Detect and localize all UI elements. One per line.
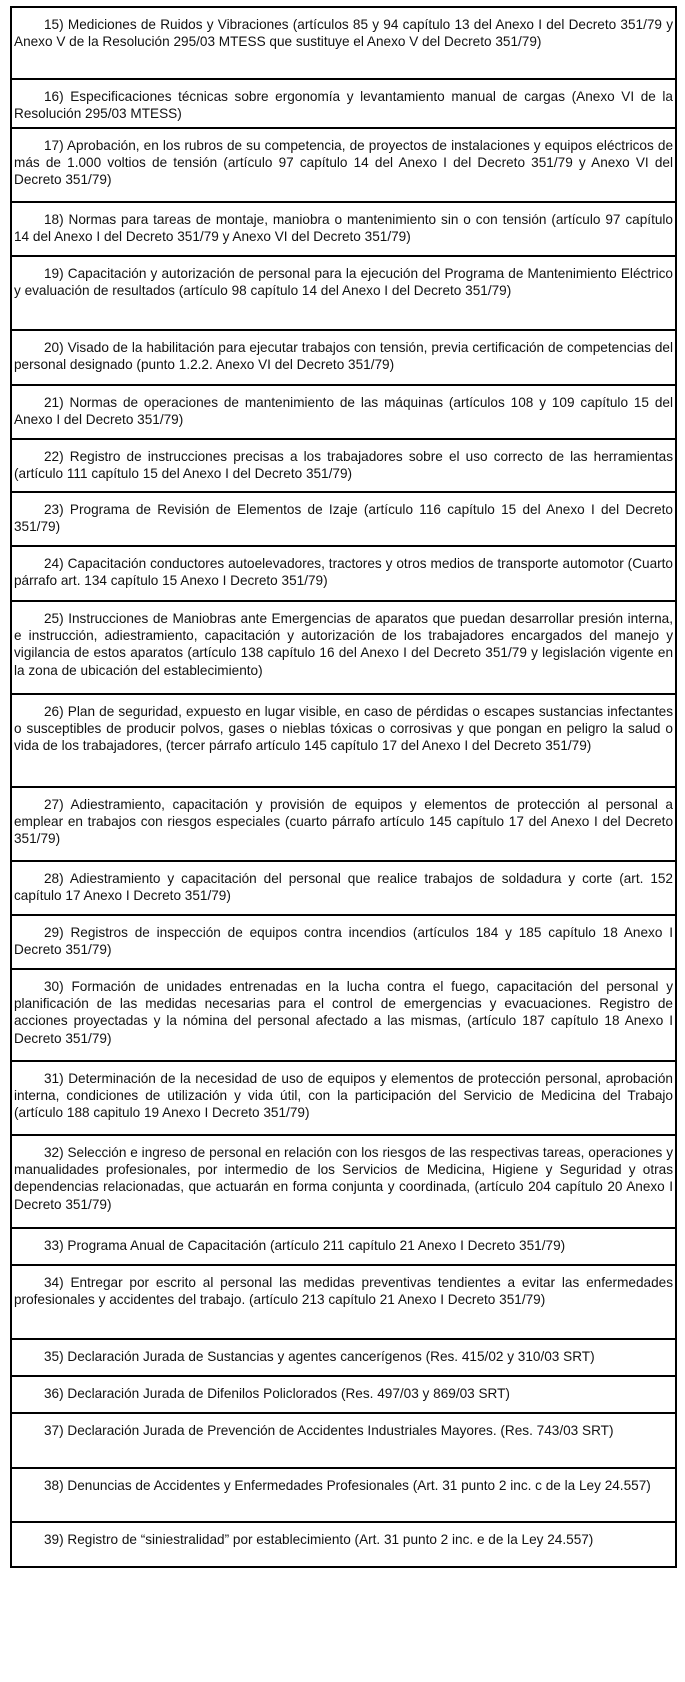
table-row: 33) Programa Anual de Capacitación (artículo 211 capítulo 21 Anexo I Decreto 351/79) xyxy=(12,1227,675,1264)
table-row: 18) Normas para tareas de montaje, maniobra o mantenimiento sin o con tensión (artículo 97 capítulo 14 del Anexo I del Decreto 351/79 y Anexo VI del Decreto 351/79) xyxy=(12,201,675,255)
table-row: 17) Aprobación, en los rubros de su competencia, de proyectos de instalaciones y equipos eléctricos de más de 1.000 voltios de tensión (artículo 97 capítulo 14 del Anexo I del Decreto 351/79 y Anexo VI del Decreto 351/79) xyxy=(12,127,675,201)
table-row: 22) Registro de instrucciones precisas a los trabajadores sobre el uso correcto de las herramientas (artículo 111 capítulo 15 del Anexo I del Decreto 351/79) xyxy=(12,438,675,491)
table-row: 19) Capacitación y autorización de personal para la ejecución del Programa de Mantenimiento Eléctrico y evaluación de resultados (artículo 98 capítulo 14 del Anexo I del Decreto 351/79) xyxy=(12,255,675,329)
table-row: 31) Determinación de la necesidad de uso de equipos y elementos de protección personal, aprobación interna, condiciones de utilización y vida útil, con la participación del Servicio de Medicina del Trabajo (artículo 188 capitulo 19 Anexo I Decreto 351/79) xyxy=(12,1060,675,1134)
table-row: 38) Denuncias de Accidentes y Enfermedades Profesionales (Art. 31 punto 2 inc. c de la Ley 24.557) xyxy=(12,1467,675,1521)
table-row: 28) Adiestramiento y capacitación del personal que realice trabajos de soldadura y corte (art. 152 capítulo 17 Anexo I Decreto 351/79) xyxy=(12,860,675,914)
table-row: 15) Mediciones de Ruidos y Vibraciones (artículos 85 y 94 capítulo 13 del Anexo I del Decreto 351/79 y Anexo V de la Resolución 295/03 MTESS que sustituye el Anexo V del Decreto 351/79) xyxy=(14,17,673,50)
table-row: 26) Plan de seguridad, expuesto en lugar visible, en caso de pérdidas o escapes sustancias infectantes o susceptibles de producir polvos, gases o nieblas tóxicas o corrosivas y que pongan en peligro la salud o vida de los trabajadores, (tercer párrafo artículo 145 capítulo 17 del Anexo I del Decreto 351/79) xyxy=(12,693,675,786)
table-row: 29) Registros de inspección de equipos contra incendios (artículos 184 y 185 capítulo 18 Anexo I Decreto 351/79) xyxy=(12,914,675,968)
table-row: 39) Registro de “siniestralidad” por establecimiento (Art. 31 punto 2 inc. e de la Ley 24.557) xyxy=(12,1521,675,1566)
table-row: 30) Formación de unidades entrenadas en la lucha contra el fuego, capacitación del personal y planificación de las medidas necesarias para el control de emergencias y evacuaciones. Registro de acciones proyectadas y la nómina del personal afectado a las mismas, (artículo 187 capítulo 18 Anexo I Decreto 351/79) xyxy=(12,968,675,1060)
table-row: 35) Declaración Jurada de Sustancias y agentes cancerígenos (Res. 415/02 y 310/03 SRT) xyxy=(12,1338,675,1375)
requirements-table xyxy=(10,6,677,1568)
table-row: 36) Declaración Jurada de Difenilos Policlorados (Res. 497/03 y 869/03 SRT) xyxy=(12,1375,675,1412)
table-row: 20) Visado de la habilitación para ejecutar trabajos con tensión, previa certificación de competencias del personal designado (punto 1.2.2. Anexo VI del Decreto 351/79) xyxy=(12,329,675,384)
table-row: 34) Entregar por escrito al personal las medidas preventivas tendientes a evitar las enfermedades profesionales y accidentes del trabajo. (artículo 213 capítulo 21 Anexo I Decreto 351/79) xyxy=(12,1264,675,1338)
table-row: 24) Capacitación conductores autoelevadores, tractores y otros medios de transporte automotor (Cuarto párrafo art. 134 capítulo 15 Anexo I Decreto 351/79) xyxy=(12,545,675,600)
table-row: 27) Adiestramiento, capacitación y provisión de equipos y elementos de protección al personal a emplear en trabajos con riesgos especiales (cuarto párrafo artículo 145 capítulo 17 del Anexo I del Decreto 351/79) xyxy=(12,786,675,860)
table-row: 21) Normas de operaciones de mantenimiento de las máquinas (artículos 108 y 109 capítulo 15 del Anexo I del Decreto 351/79) xyxy=(12,384,675,438)
table-row: 32) Selección e ingreso de personal en relación con los riesgos de las respectivas tareas, operaciones y manualidades profesionales, por intermedio de los Servicios de Medicina, Higiene y Seguridad y otras dependencias relacionadas, que actuarán en forma conjunta y coordinada, (artículo 204 capítulo 20 Anexo I Decreto 351/79) xyxy=(12,1134,675,1227)
table-row: 16) Especificaciones técnicas sobre ergonomía y levantamiento manual de cargas (Anexo VI de la Resolución 295/03 MTESS) xyxy=(12,78,675,127)
table-row: 37) Declaración Jurada de Prevención de Accidentes Industriales Mayores. (Res. 743/03 SRT) xyxy=(12,1412,675,1467)
table-row: 23) Programa de Revisión de Elementos de Izaje (artículo 116 capítulo 15 del Anexo I del Decreto 351/79) xyxy=(12,491,675,545)
table-row: 25) Instrucciones de Maniobras ante Emergencias de aparatos que puedan desarrollar presión interna, e instrucción, adiestramiento, capacitación y autorización de los trabajadores encargados del manejo y vigilancia de estos aparatos (artículo 138 capítulo 16 del Anexo I del Decreto 351/79 y legislación vigente en la zona de ubicación del establecimiento) xyxy=(12,600,675,693)
